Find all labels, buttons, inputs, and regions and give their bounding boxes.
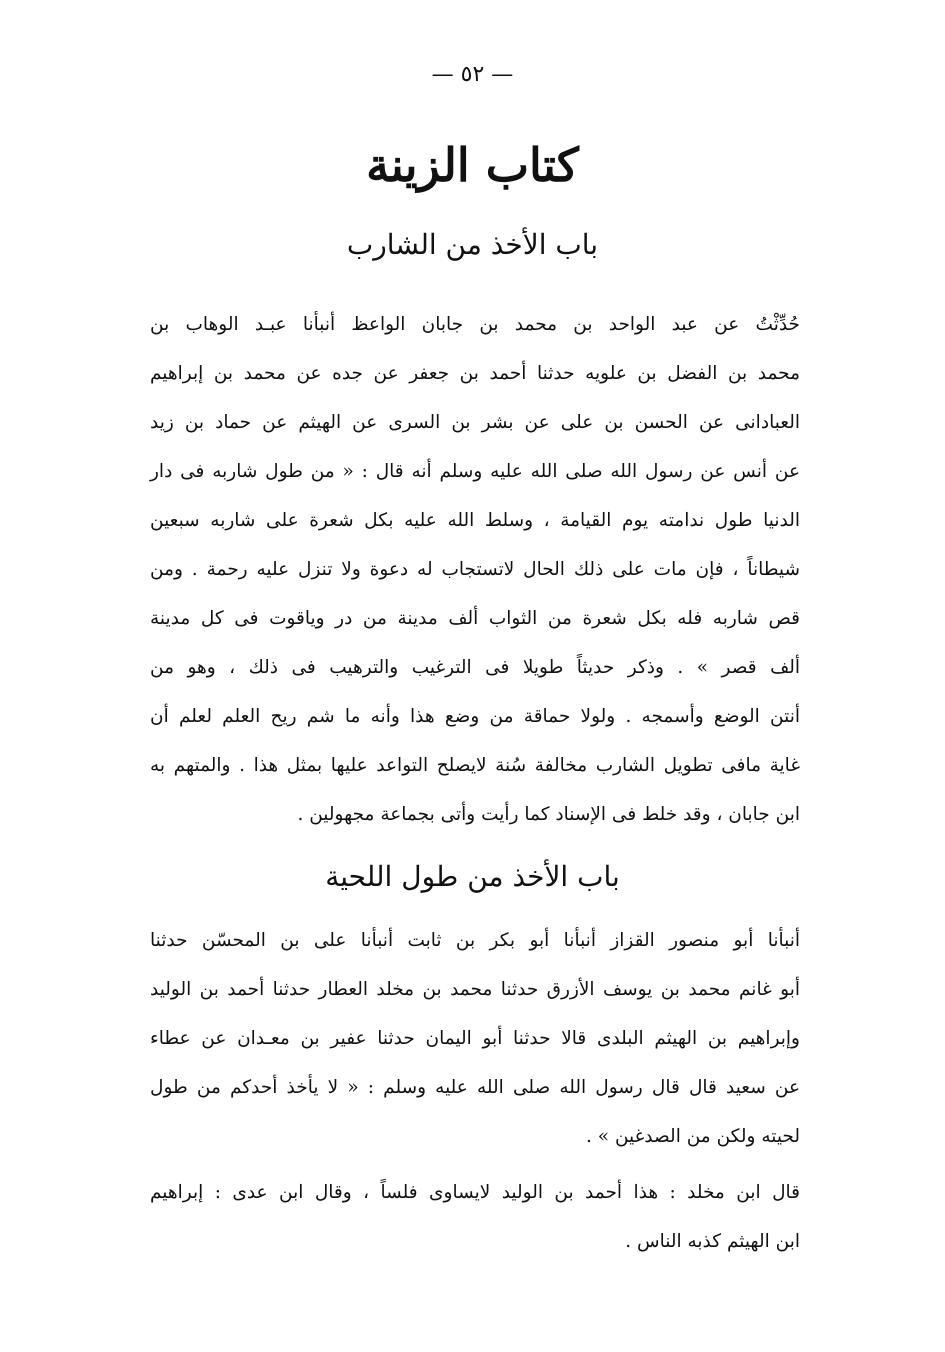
text-line: عن سعيد قال قال رسول الله صلى الله عليه وسلم : « لا يأخذ أحدكم من طول <box>150 1077 800 1098</box>
text-line: ألف قصر » . وذكر حديثاً طويلا فى الترغيب والترهيب فى ذلك ، وهو من <box>150 657 800 678</box>
text-line: لحيته ولكن من الصدغين » . <box>586 1126 800 1147</box>
text-line: وإبراهيم بن الهيثم البلدى قالا حدثنا أبو اليمان حدثنا عفير بن معـدان عن عطاء <box>150 1028 800 1049</box>
text-line: حُدِّثْتُ عن عبد الواحد بن محمد بن جابان الواعظ أنبأنا عبـد الوهاب بن <box>150 314 800 335</box>
chapter-heading-beard: باب الأخذ من طول اللحية <box>325 860 620 893</box>
chapter-heading-mustache: باب الأخذ من الشارب <box>346 228 599 261</box>
text-line: محمد بن الفضل بن علويه حدثنا أحمد بن جعفر عن جده عن محمد بن إبراهيم <box>150 363 800 384</box>
text-line: قال ابن مخلد : هذا أحمد بن الوليد لايساوى فلساً ، وقال ابن عدى : إبراهيم <box>150 1182 800 1203</box>
text-line: أنبأنا أبو منصور القزاز أنبأنا أبو بكر بن ثابت أنبأنا على بن المحسّن حدثنا <box>150 930 800 951</box>
book-title: كتاب الزينة <box>366 138 579 192</box>
text-line: أنتن الوضع وأسمجه . ولولا حماقة من وضع هذا وأنه ما شم ريح العلم لعلم أن <box>150 706 800 727</box>
text-line: العبادانى عن الحسن بن على عن بشر بن السرى عن الهيثم عن حماد بن زيد <box>150 412 800 433</box>
text-line: ابن الهيثم كذبه الناس . <box>625 1231 800 1252</box>
paragraph-mustache <box>150 300 800 839</box>
text-line: قص شاربه فله بكل شعرة من الثواب ألف مدينة من در وياقوت فى كل مدينة <box>150 608 800 629</box>
text-line: غاية مافى تطويل الشارب مخالفة سُنة لايصلح التواعد عليها بمثل هذا . والمتهم به <box>150 755 800 776</box>
paragraph-beard-hadith <box>150 916 800 1161</box>
text-line: شيطاناً ، فإن مات على ذلك الحال لاتستجاب له دعوة ولا تنزل عليه رحمة . ومن <box>150 559 800 580</box>
text-line: أبو غانم محمد بن يوسف الأزرق حدثنا محمد بن مخلد العطار حدثنا أحمد بن الوليد <box>150 979 800 1000</box>
text-line: ابن جابان ، وقد خلط فى الإسناد كما رأيت وأتى بجماعة مجهولين . <box>297 804 800 825</box>
paragraph-beard-commentary <box>150 1168 800 1266</box>
text-line: عن أنس عن رسول الله صلى الله عليه وسلم أنه قال : « من طول شاربه فى دار <box>150 461 800 482</box>
page-number: — ٥٢ — <box>431 62 514 87</box>
text-line: الدنيا طول ندامته يوم القيامة ، وسلط الله عليه بكل شعرة على شاربه سبعين <box>150 510 800 531</box>
